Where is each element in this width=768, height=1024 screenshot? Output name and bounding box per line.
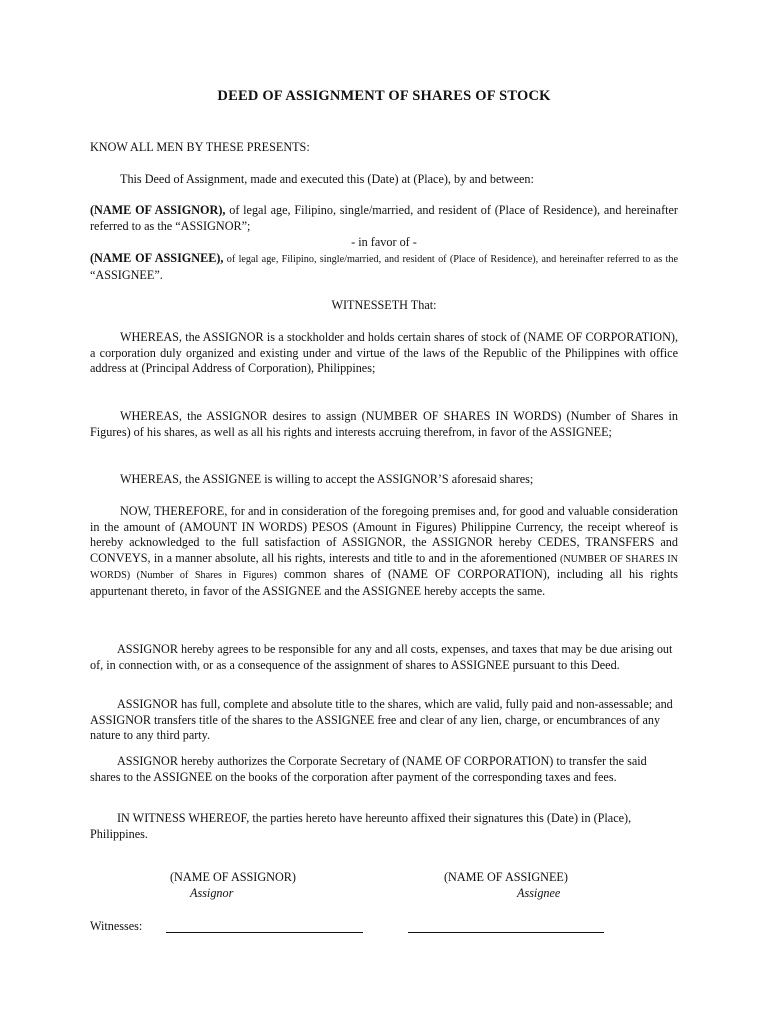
assignee-party-suffix: “ASSIGNEE”.: [90, 267, 163, 282]
assignor-party-paragraph: [90, 203, 678, 234]
assignor-party-text: of legal age, Filipino, single/married, and resident of (Place of Residence), and hereinafter referred to as the “ASSIGNOR”;: [90, 203, 678, 233]
whereas-paragraph-1: WHEREAS, the ASSIGNOR is a stockholder and holds certain shares of stock of (NAME OF CORPORATION), a corporation duly organized and existing under and virtue of the laws of the Republic of the Philippines with office address at (Principal Address of Corporation), Philippines;: [90, 330, 678, 376]
in-favor-of: - in favor of -: [351, 235, 417, 249]
now-therefore-shares: (NUMBER OF SHARES IN WORDS) (Number of Shares in Figures): [90, 553, 678, 582]
assignee-party-paragraph: [90, 251, 678, 282]
witness-whereof-paragraph: IN WITNESS WHEREOF, the parties hereto have hereunto affixed their signatures this (Date) in (Place), Philippines.: [90, 811, 632, 841]
document-title: DEED OF ASSIGNMENT OF SHARES OF STOCK: [217, 88, 551, 104]
assignee-signature-name: (NAME OF ASSIGNEE): [444, 870, 568, 884]
now-therefore-part2: common shares of (NAME OF CORPORATION), including all his rights appurtenant thereto, in favor of the ASSIGNEE and the ASSIGNEE hereby accepts the same.: [90, 567, 679, 598]
opening-line: KNOW ALL MEN BY THESE PRESENTS:: [90, 140, 310, 154]
witnesseth-heading: WITNESSETH That:: [331, 298, 437, 312]
clause-title: ASSIGNOR has full, complete and absolute title to the shares, which are valid, fully paid and non-assessable; and ASSIGNOR transfers title of the shares to the ASSIGNEE free and clear of any lien, charge, or encumbrances of any nature to any third party.: [90, 697, 673, 743]
assignor-party-name: (NAME OF ASSIGNOR),: [90, 203, 226, 217]
clause-secretary: ASSIGNOR hereby authorizes the Corporate Secretary of (NAME OF CORPORATION) to transfer the said shares to the ASSIGNEE on the books of the corporation after payment of the corresponding taxes and fees.: [90, 754, 647, 784]
whereas-paragraph-2: WHEREAS, the ASSIGNOR desires to assign (NUMBER OF SHARES IN WORDS) (Number of Shares in Figures) of his shares, as well as all his rights and interests accruing therefrom, in favor of the ASSIGNEE;: [90, 409, 678, 439]
assignee-party-text: of legal age, Filipino, single/married, and resident of (Place of Residence), and hereinafter referred to as the: [223, 254, 678, 265]
clause-costs: ASSIGNOR hereby agrees to be responsible for any and all costs, expenses, and taxes that may be due arising out of, in connection with, or as a consequence of the assignment of shares to ASSIGNEE pursuant to this Deed.: [90, 642, 673, 672]
assignee-party-name: (NAME OF ASSIGNEE),: [90, 251, 224, 265]
witness-signature-line-1: [166, 932, 363, 933]
assignor-signature-role: Assignor: [190, 886, 234, 900]
now-therefore-part1: NOW, THEREFORE, for and in consideration of the foregoing premises and, for good and valuable consideration in the amount of (AMOUNT IN WORDS) PESOS (Amount in Figures) Philippine Currency, the receipt whereof is hereby acknowledged to the full satisfaction of ASSIGNOR, the ASSIGNOR hereby CEDES, TRANSFERS and CONVEYS, in a manner absolute, all his rights, interests and title to and in the aforementioned: [90, 504, 678, 565]
witness-signature-line-2: [408, 932, 604, 933]
whereas-paragraph-3: WHEREAS, the ASSIGNEE is willing to accept the ASSIGNOR’S aforesaid shares;: [120, 472, 534, 486]
witnesses-label: Witnesses:: [90, 919, 143, 933]
assignee-signature-role: Assignee: [517, 886, 561, 900]
assignor-signature-name: (NAME OF ASSIGNOR): [170, 870, 296, 884]
intro-paragraph: This Deed of Assignment, made and executed this (Date) at (Place), by and between:: [120, 172, 534, 186]
now-therefore-paragraph: [90, 504, 678, 600]
